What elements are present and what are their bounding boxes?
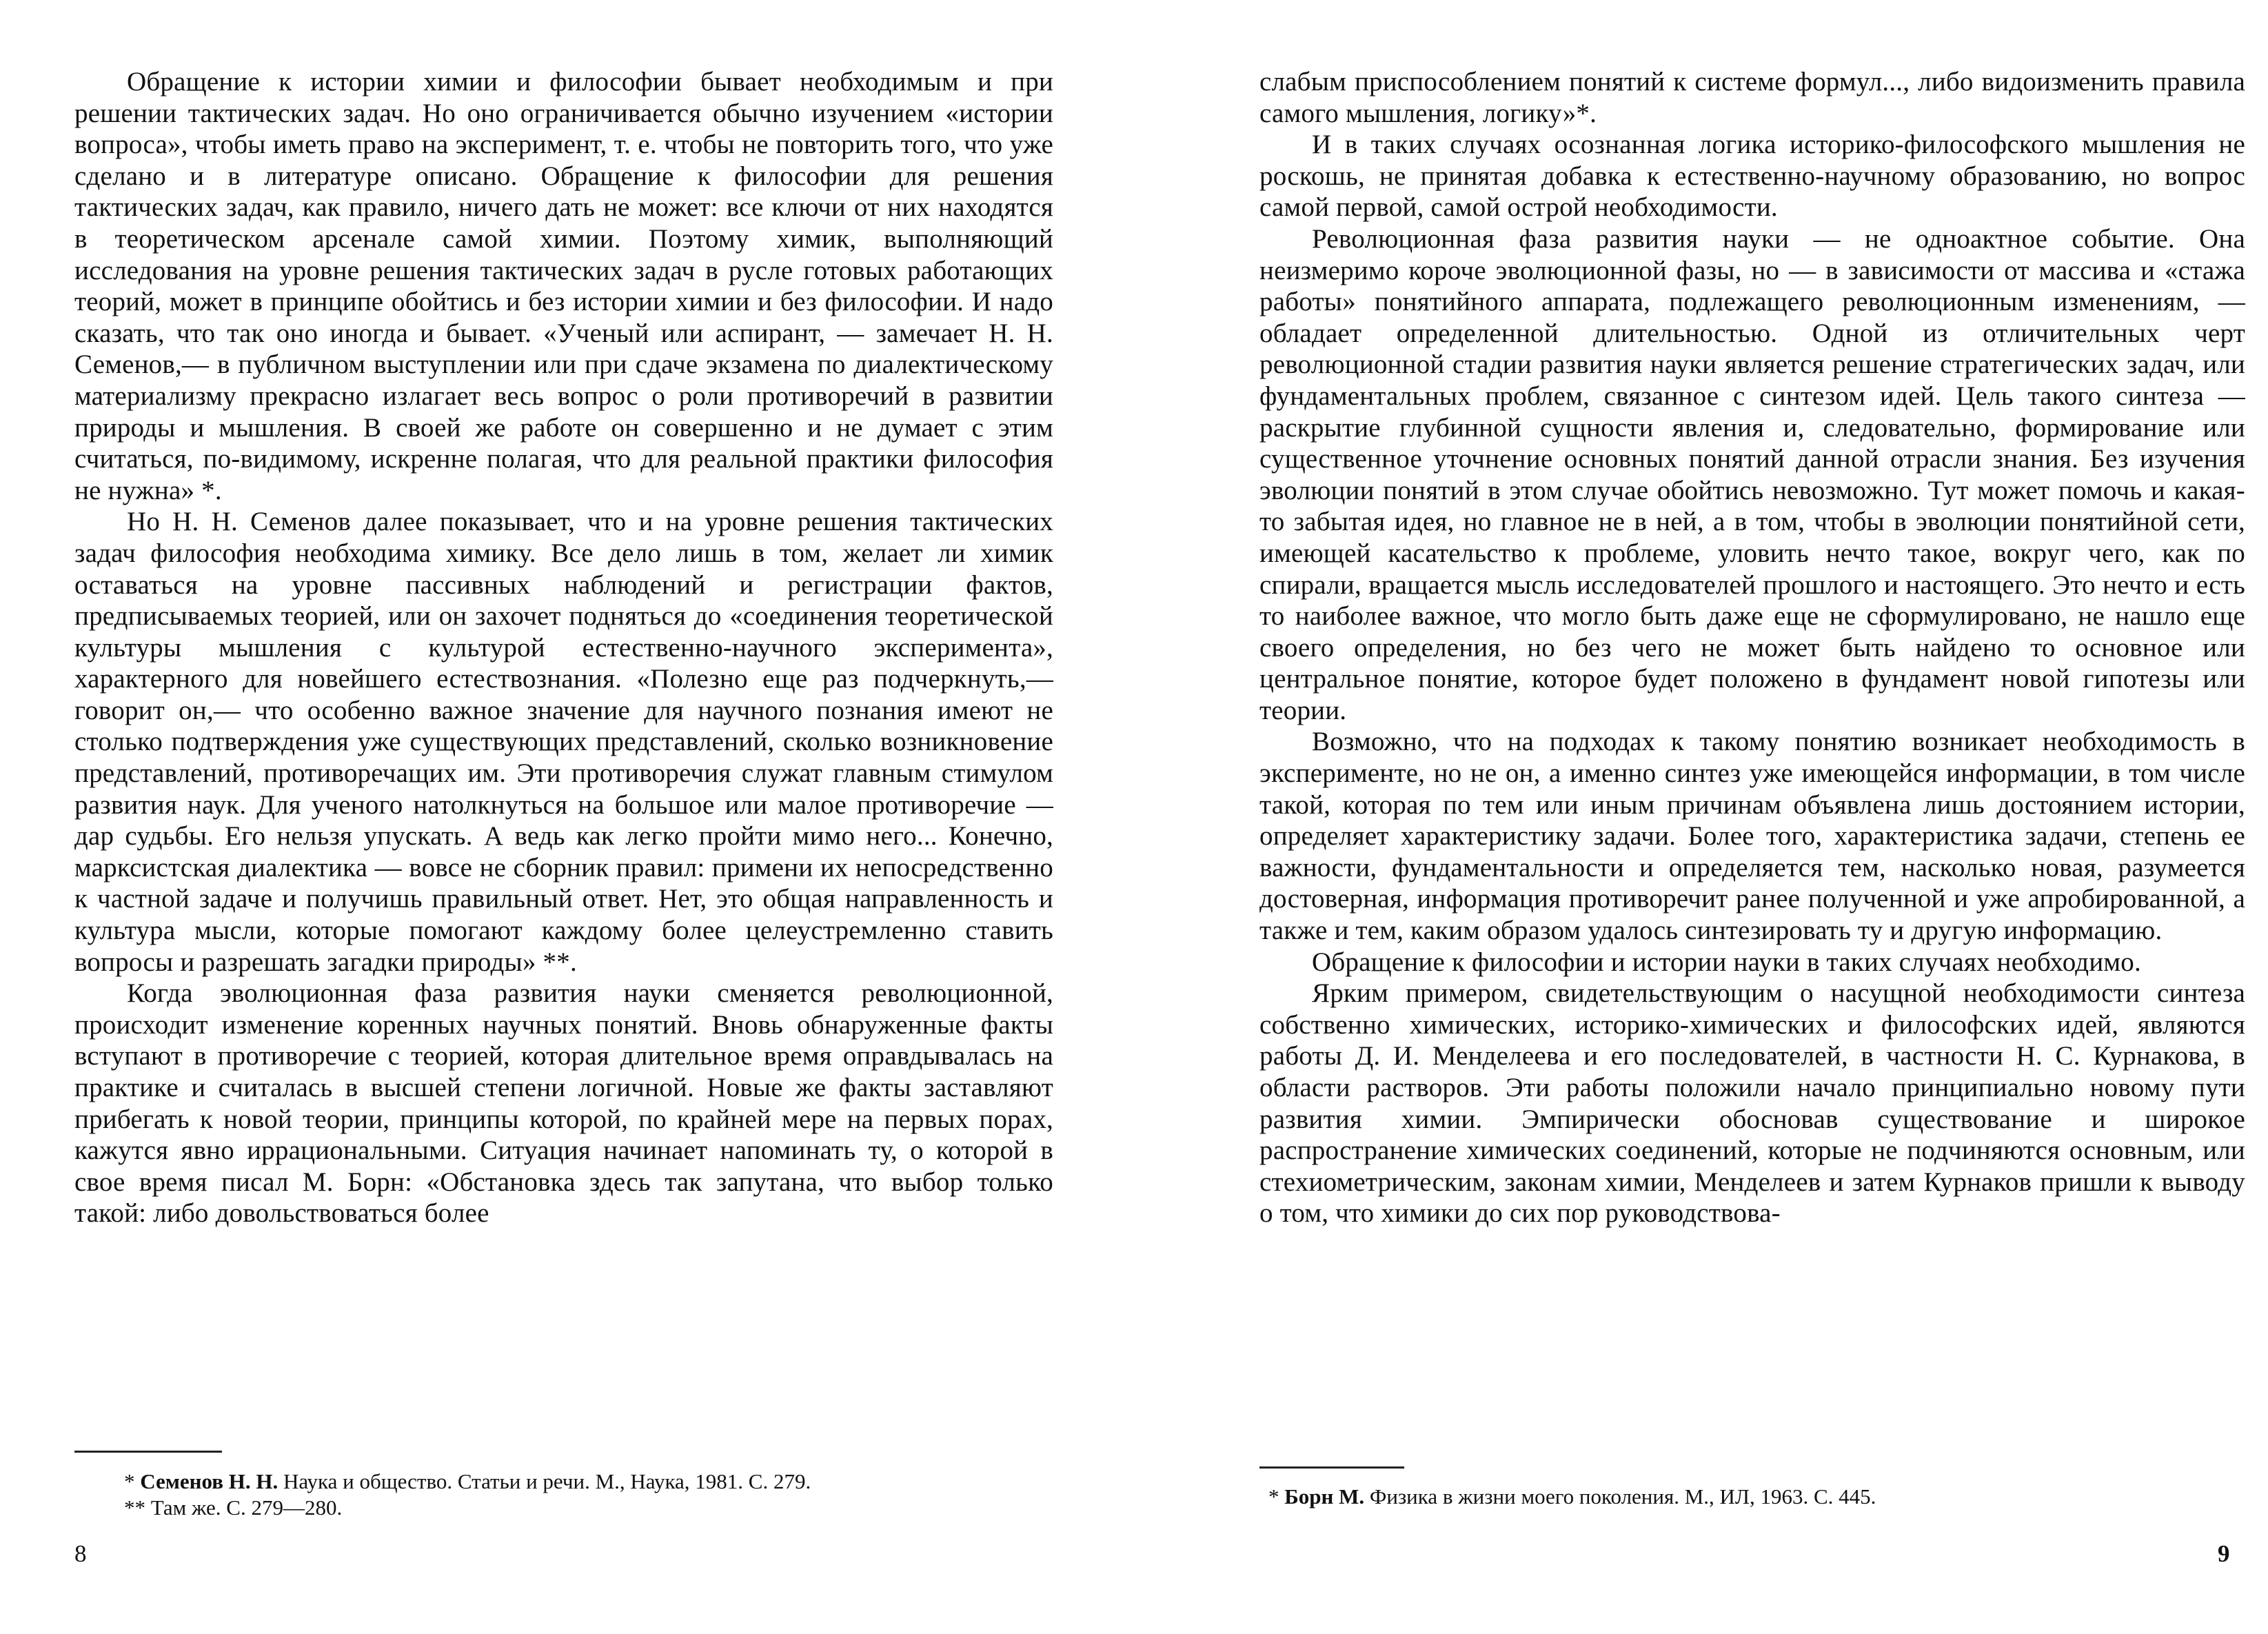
footnote-mark: * <box>1268 1484 1285 1509</box>
page-number: 9 <box>2218 1540 2230 1567</box>
footnote-text: Наука и общество. Статьи и речи. М., Наука, 1981. С. 279. <box>278 1469 811 1493</box>
paragraph: Обращение к философии и истории науки в таких случаях необходимо. <box>1312 947 2141 977</box>
paragraph: Возможно, что на подходах к такому понятию возникает необходимость в эксперименте, но не он, а именно синтез уже имеющейся информации, в том числе такой, которая по тем или иным причинам объявлена лишь достоянием истории, определяет характеристику задачи. Более того, характеристика задачи, степень ее важности, фундаментальности и определяется тем, насколько новая, разумеется достоверная, информация противоречит ранее полученной и уже апробированной, а также и тем, каким образом удалось синтезировать ту и другую информацию. <box>1259 727 2245 946</box>
paragraph: Но Н. Н. Семенов далее показывает, что и на уровне решения тактических задач философия необходима химику. Все дело лишь в том, желает ли химик оставаться на уровне пассивных наблюдений и регистрации фактов, предписываемых теорией, или он захочет подняться до «соединения теоретической культуры мышления с культурой естественно-научного эксперимента», характерного для новейшего естествознания. «Полезно еще раз подчеркнуть,— говорит он,— что особенно важное значение для научного познания имеют не столько подтверждения уже существующих представлений, сколько возникновение представлений, противоречащих им. Эти противоречия служат главным стимулом развития наук. Для ученого натолкнуться на большое или малое противоречие — дар судьбы. Его нельзя упускать. А ведь как легко пройти мимо него... Конечно, марксистская диалектика — вовсе не сборник правил: примени их непосредственно к частной задаче и получишь правильный ответ. Нет, это общая направленность и культура мысли, которые помогают каждому более целеустремленно ставить вопросы и разрешать загадки природы» **. <box>74 507 1053 977</box>
footnote-mark: * <box>124 1469 141 1493</box>
footnote <box>1268 1484 2247 1510</box>
footnote-divider <box>1259 1466 1404 1469</box>
footnote <box>124 1495 1089 1521</box>
right-text-column <box>1259 66 2245 1229</box>
left-text-column <box>74 66 1053 1229</box>
paragraph: Революционная фаза развития науки — не одноактное событие. Она неизмеримо короче эволюционной фазы, но — в зависимости от массива и «стажа работы» понятийного аппарата, подлежащего революционным изменениям, — обладает определенной длительностью. Одной из отличительных черт революционной стадии развития науки является решение стратегических задач, или фундаментальных проблем, связанное с синтезом идей. Цель такого синтеза — раскрытие глубинной сущности явления и, следовательно, формирование или существенное уточнение основных понятий данной отрасли знания. Без изучения эволюции понятий в этом случае обойтись невозможно. Тут может помочь и какая-то забытая идея, но главное не в ней, а в том, чтобы в эволюции понятийной сети, имеющей касательство к проблеме, уловить нечто такое, вокруг чего, как по спирали, вращается мысль исследователей прошлого и настоящего. Это нечто и есть то наиболее важное, что могло быть даже еще не сформулировано, не нашло еще своего определения, но без чего не может быть найдено то основное или центральное понятие, которое будет положено в фундамент новой гипотезы или теории. <box>1259 223 2245 725</box>
footnote-divider <box>74 1451 222 1453</box>
footnotes <box>124 1469 1089 1521</box>
footnote-mark: ** <box>124 1495 151 1520</box>
footnote-author: Борн М. <box>1284 1484 1365 1509</box>
footnotes <box>1268 1484 2247 1510</box>
page-number: 8 <box>74 1540 87 1567</box>
paragraph-continued: слабым приспособлением понятий к системе формул..., либо видоизменить правила самого мышления, логику»*. <box>1259 67 2245 128</box>
footnote-author: Семенов Н. Н. <box>140 1469 279 1493</box>
paragraph: Обращение к истории химии и философии бывает необходимым и при решении тактических задач. Но оно ограничивается обычно изучением «истории вопроса», чтобы иметь право на эксперимент, т. е. чтобы не повторить того, что уже сделано и в литературе описано. Обращение к философии для решения тактических задач, как правило, ничего дать не может: все ключи от них находятся в теоретическом арсенале самой химии. Поэтому химик, выполняющий исследования на уровне решения тактических задач в русле готовых работающих теорий, может в принципе обойтись и без истории химии и без философии. И надо сказать, что так оно иногда и бывает. «Ученый или аспирант, — замечает Н. Н. Семенов,— в публичном выступлении или при сдаче экзамена по диалектическому материализму прекрасно излагает весь вопрос о роли противоречий в развитии природы и мышления. В своей же работе он совершенно и не думает с этим считаться, по-видимому, искренне полагая, что для реальной практики философия не нужна» *. <box>74 67 1053 505</box>
footnote-text: Физика в жизни моего поколения. М., ИЛ, 1963. С. 445. <box>1364 1484 1876 1509</box>
paragraph: И в таких случаях осознанная логика историко-философского мышления не роскошь, не принятая добавка к естественно-научному образованию, но вопрос самой первой, самой острой необходимости. <box>1259 130 2245 223</box>
footnote-text: Там же. С. 279—280. <box>150 1495 343 1520</box>
footnote <box>124 1469 1089 1495</box>
paragraph: Когда эволюционная фаза развития науки сменяется революционной, происходит изменение коренных научных понятий. Вновь обнаруженные факты вступают в противоречие с теорией, которая длительное время оправдывалась на практике и считалась в высшей степени логичной. Новые же факты заставляют прибегать к новой теории, принципы которой, по крайней мере на первых порах, кажутся явно иррациональными. Ситуация начинает напоминать ту, о которой в свое время писал М. Борн: «Обстановка здесь так запутана, что выбор только такой: либо довольствоваться более <box>74 978 1053 1229</box>
paragraph: Ярким примером, свидетельствующим о насущной необходимости синтеза собственно химических, историко-химических и философских идей, являются работы Д. И. Менделеева и его последователей, в частности Н. С. Курнакова, в области растворов. Эти работы положили начало принципиально новому пути развития химии. Эмпирически обосновав существование и широкое распространение химических соединений, которые не подчиняются основным, или стехиометрическим, законам химии, Менделеев и затем Курнаков пришли к выводу о том, что химики до сих пор руководствова- <box>1259 978 2245 1229</box>
right-page <box>1134 0 2268 1634</box>
